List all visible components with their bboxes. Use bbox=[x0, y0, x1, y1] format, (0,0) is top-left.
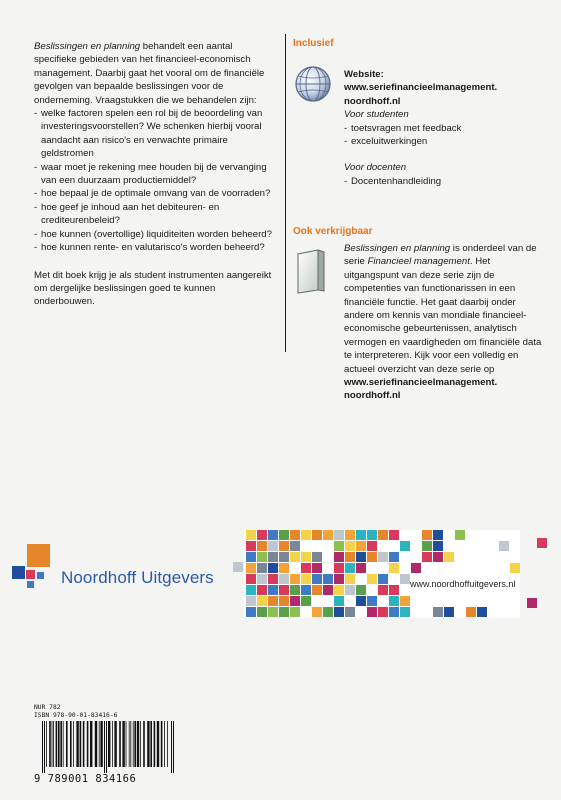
mosaic-tile bbox=[433, 541, 443, 551]
mosaic-tile bbox=[367, 541, 377, 551]
mosaic-tile bbox=[279, 552, 289, 562]
mosaic-tile bbox=[367, 596, 377, 606]
mosaic-tile bbox=[301, 574, 311, 584]
mosaic-tile bbox=[246, 563, 256, 573]
list-item: - hoe kunnen (overtollige) liquiditeiten worden beheerd? bbox=[34, 228, 274, 241]
mosaic-tile bbox=[389, 552, 399, 562]
mosaic-tile bbox=[444, 552, 454, 562]
teachers-list bbox=[344, 175, 544, 188]
list-item: - waar moet je rekening mee houden bij de vervanging van een duurzaam productiemiddel? bbox=[34, 161, 274, 188]
mosaic-tile bbox=[356, 541, 366, 551]
mosaic-tile bbox=[268, 607, 278, 617]
mosaic-tile bbox=[345, 607, 355, 617]
mosaic-tile bbox=[279, 607, 289, 617]
mosaic-tile bbox=[312, 607, 322, 617]
mosaic-tile bbox=[233, 562, 243, 572]
mosaic-tile bbox=[378, 530, 388, 540]
ook-verkrijgbaar-heading: Ook verkrijgbaar bbox=[293, 226, 373, 237]
mosaic-tile bbox=[378, 574, 388, 584]
mosaic-tile bbox=[268, 563, 278, 573]
list-item: - exceluitwerkingen bbox=[344, 135, 544, 148]
mosaic-tile bbox=[367, 607, 377, 617]
mosaic-tile bbox=[334, 563, 344, 573]
list-item: - hoe geef je inhoud aan het debiteuren- en crediteurenbeleid? bbox=[34, 201, 274, 228]
mosaic-tile bbox=[400, 596, 410, 606]
mosaic-tile bbox=[334, 530, 344, 540]
mosaic-tile bbox=[400, 607, 410, 617]
closing-paragraph: Met dit boek krijg je als student instrumenten aangereikt om dergelijke beslissingen goed te kunnen onderbouwen. bbox=[34, 269, 272, 308]
mosaic-tile bbox=[257, 596, 267, 606]
mosaic-tile bbox=[378, 607, 388, 617]
mosaic-tile bbox=[411, 563, 421, 573]
intro-paragraph: Beslissingen en planning behandelt een aantal specifieke gebieden van het financieel-economisch management. Daarbij gaat het vooral om de financiële gevolgen van bepaalde beslissingen voor de onderneming. Vraagstukken die we behandelen zijn: bbox=[34, 41, 265, 106]
mosaic-tile bbox=[246, 541, 256, 551]
mosaic-tile bbox=[257, 541, 267, 551]
mosaic-tile bbox=[301, 530, 311, 540]
book-icon bbox=[296, 248, 326, 294]
mosaic-tile bbox=[356, 530, 366, 540]
mosaic-tile bbox=[290, 530, 300, 540]
website-label: Website: bbox=[344, 69, 384, 80]
mosaic-tile bbox=[345, 530, 355, 540]
mosaic-tile bbox=[433, 552, 443, 562]
mosaic-tile bbox=[499, 541, 509, 551]
publisher-name: Noordhoff Uitgevers bbox=[61, 568, 214, 587]
list-item: - toetsvragen met feedback bbox=[344, 122, 544, 135]
barcode-digits: 9 789001 834166 bbox=[34, 773, 137, 785]
list-item: - welke factoren spelen een rol bij de beoordeling van investeringsvoorstellen? We schenken hierbij vooral aandacht aan risico's en verwachte primaire geldstromen bbox=[34, 107, 274, 161]
mosaic-tile bbox=[334, 596, 344, 606]
mosaic-tile bbox=[367, 530, 377, 540]
mosaic-tile bbox=[301, 552, 311, 562]
mosaic-tile bbox=[268, 585, 278, 595]
mosaic-tile bbox=[246, 596, 256, 606]
ook-verkrijgbaar-content bbox=[344, 242, 544, 403]
teachers-label: Voor docenten bbox=[344, 162, 407, 174]
mosaic-tile bbox=[433, 607, 443, 617]
globe-icon bbox=[293, 64, 333, 104]
mosaic-tile bbox=[290, 552, 300, 562]
mosaic-tile bbox=[268, 574, 278, 584]
mosaic-tile bbox=[290, 585, 300, 595]
series-paragraph: Beslissingen en planning is onderdeel van de serie Financieel management. Het uitgangspunt van deze serie zijn de competenties van functionarissen in een financiële functie. Het gaat daarbij onder andere om kennis van mondiale financieel-economische gebeurtenissen, analytisch vermogen en vaardigheden om financiële data te interpreteren. Kijk voor een volledig en actueel overzicht van deze serie op bbox=[344, 243, 542, 375]
mosaic-tile bbox=[246, 552, 256, 562]
mosaic-tile bbox=[323, 607, 333, 617]
mosaic-tile bbox=[279, 530, 289, 540]
mosaic-tile bbox=[290, 596, 300, 606]
mosaic-tile bbox=[527, 598, 537, 608]
mosaic-tile bbox=[422, 530, 432, 540]
mosaic-tile bbox=[367, 574, 377, 584]
mosaic-tile bbox=[257, 574, 267, 584]
mosaic-tile bbox=[345, 541, 355, 551]
list-item: - hoe kunnen rente- en valutarisco's worden beheerd? bbox=[34, 241, 274, 254]
mosaic-tile bbox=[466, 607, 476, 617]
mosaic-tile bbox=[378, 585, 388, 595]
mosaic-tile bbox=[279, 574, 289, 584]
mosaic-tile bbox=[257, 552, 267, 562]
website-url[interactable]: www.seriefinancieelmanagement. noordhoff.nl bbox=[344, 82, 498, 107]
mosaic-tile bbox=[268, 552, 278, 562]
mosaic-tile bbox=[356, 563, 366, 573]
mosaic-tile bbox=[334, 585, 344, 595]
mosaic-tile bbox=[323, 530, 333, 540]
mosaic-pattern bbox=[233, 530, 547, 618]
mosaic-tile bbox=[279, 585, 289, 595]
mosaic-tile bbox=[268, 596, 278, 606]
mosaic-tile bbox=[312, 552, 322, 562]
mosaic-tile bbox=[290, 607, 300, 617]
mosaic-tile bbox=[356, 596, 366, 606]
mosaic-tile bbox=[301, 563, 311, 573]
mosaic-tile bbox=[334, 552, 344, 562]
mosaic-tile bbox=[301, 596, 311, 606]
noordhoff-logo-icon bbox=[12, 544, 50, 588]
mosaic-tile bbox=[537, 538, 547, 548]
mosaic-tile bbox=[389, 585, 399, 595]
mosaic-tile bbox=[279, 563, 289, 573]
mosaic-tile bbox=[257, 607, 267, 617]
mosaic-tile bbox=[334, 541, 344, 551]
mosaic-tile bbox=[378, 552, 388, 562]
mosaic-tile bbox=[279, 596, 289, 606]
mosaic-tile bbox=[345, 585, 355, 595]
mosaic-tile bbox=[312, 574, 322, 584]
mosaic-tile bbox=[477, 607, 487, 617]
mosaic-tile bbox=[510, 563, 520, 573]
students-list bbox=[344, 122, 544, 149]
mosaic-tile bbox=[257, 530, 267, 540]
mosaic-tile bbox=[444, 607, 454, 617]
mosaic-tile bbox=[367, 552, 377, 562]
mosaic-tile bbox=[312, 585, 322, 595]
mosaic-tile bbox=[246, 607, 256, 617]
column-divider bbox=[285, 34, 286, 352]
isbn-number: ISBN 978-90-01-83416-6 bbox=[34, 711, 118, 719]
list-item: - hoe bepaal je de optimale omvang van de voorraden? bbox=[34, 187, 274, 200]
series-url[interactable]: www.seriefinancieelmanagement. noordhoff.nl bbox=[344, 377, 498, 402]
mosaic-tile bbox=[345, 563, 355, 573]
mosaic-tile bbox=[422, 541, 432, 551]
mosaic-tile bbox=[400, 574, 410, 584]
mosaic-tile bbox=[268, 530, 278, 540]
mosaic-tile bbox=[334, 574, 344, 584]
mosaic-tile bbox=[290, 541, 300, 551]
nur-code: NUR 782 bbox=[34, 704, 61, 711]
mosaic-tile bbox=[246, 574, 256, 584]
mosaic-tile bbox=[345, 552, 355, 562]
mosaic-tile bbox=[312, 563, 322, 573]
description-column bbox=[34, 40, 274, 309]
mosaic-tile bbox=[246, 530, 256, 540]
mosaic-tile bbox=[389, 563, 399, 573]
barcode bbox=[34, 721, 178, 773]
mosaic-tile bbox=[389, 596, 399, 606]
topic-list bbox=[34, 107, 274, 254]
mosaic-tile bbox=[356, 585, 366, 595]
mosaic-tile bbox=[323, 585, 333, 595]
list-item: - Docentenhandleiding bbox=[344, 175, 544, 188]
publisher-url[interactable]: www.noordhoffuitgevers.nl bbox=[410, 579, 516, 589]
isbn-block bbox=[34, 704, 117, 719]
mosaic-tile bbox=[268, 541, 278, 551]
mosaic-tile bbox=[389, 530, 399, 540]
mosaic-tile bbox=[246, 585, 256, 595]
mosaic-tile bbox=[389, 607, 399, 617]
mosaic-tile bbox=[334, 607, 344, 617]
mosaic-tile bbox=[257, 563, 267, 573]
mosaic-tile bbox=[422, 552, 432, 562]
mosaic-tile bbox=[455, 530, 465, 540]
mosaic-tile bbox=[323, 574, 333, 584]
mosaic-tile bbox=[279, 541, 289, 551]
mosaic-tile bbox=[290, 574, 300, 584]
mosaic-tile bbox=[301, 585, 311, 595]
mosaic-tile bbox=[356, 552, 366, 562]
mosaic-tile bbox=[345, 574, 355, 584]
mosaic-tile bbox=[312, 530, 322, 540]
inclusief-heading: Inclusief bbox=[293, 38, 334, 49]
inclusief-content bbox=[344, 68, 544, 188]
mosaic-tile bbox=[257, 585, 267, 595]
students-label: Voor studenten bbox=[344, 109, 409, 121]
mosaic-tile bbox=[433, 530, 443, 540]
mosaic-tile bbox=[400, 541, 410, 551]
